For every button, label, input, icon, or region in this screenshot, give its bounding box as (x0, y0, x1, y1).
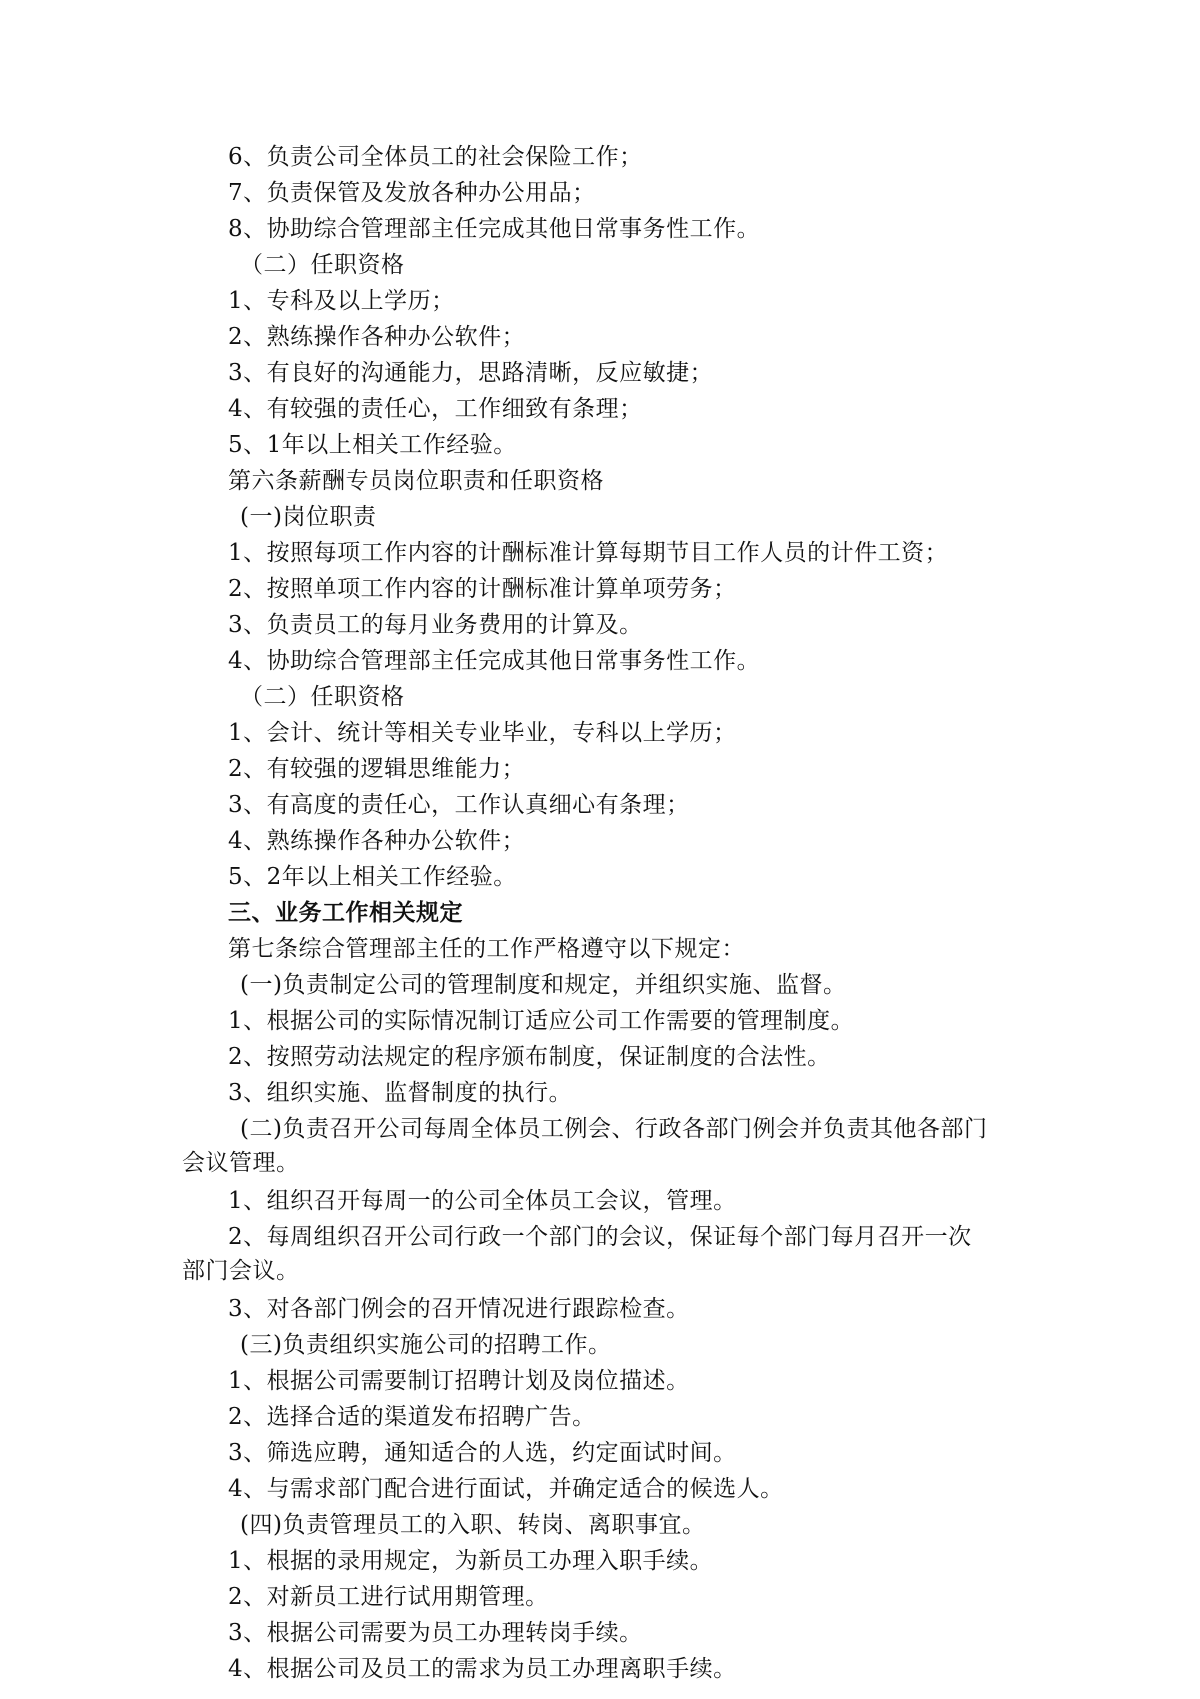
text-line: 3、有高度的责任心，工作认真细心有条理； (228, 792, 690, 818)
text-line: 1、组织召开每周一的公司全体员工会议，管理。 (228, 1188, 737, 1214)
section-heading: (三)负责组织实施公司的招聘工作。 (240, 1332, 612, 1358)
text-line: 4、熟练操作各种办公软件； (228, 828, 526, 854)
text-line: 3、对各部门例会的召开情况进行跟踪检查。 (228, 1296, 690, 1322)
text-line: 3、筛选应聘，通知适合的人选，约定面试时间。 (228, 1440, 737, 1466)
article-heading: 第六条薪酬专员岗位职责和任职资格 (228, 468, 604, 494)
text-line: 3、有良好的沟通能力，思路清晰，反应敏捷； (228, 360, 714, 386)
text-line: 3、根据公司需要为员工办理转岗手续。 (228, 1620, 643, 1646)
section-heading: (四)负责管理员工的入职、转岗、离职事宜。 (240, 1512, 706, 1538)
section-heading: (一)负责制定公司的管理制度和规定，并组织实施、监督。 (240, 972, 847, 998)
text-line: 3、负责员工的每月业务费用的计算及。 (228, 612, 643, 638)
text-line: 1、会计、统计等相关专业毕业，专科以上学历； (228, 720, 737, 746)
text-line: 5、2年以上相关工作经验。 (228, 864, 517, 890)
text-line: 2、对新员工进行试用期管理。 (228, 1584, 549, 1610)
text-line: 4、有较强的责任心，工作细致有条理； (228, 396, 643, 422)
article-heading: 第七条综合管理部主任的工作严格遵守以下规定： (228, 936, 745, 962)
text-line: 2、熟练操作各种办公软件； (228, 324, 526, 350)
text-line: 5、1年以上相关工作经验。 (228, 432, 517, 458)
text-line: 1、根据的录用规定，为新员工办理入职手续。 (228, 1548, 714, 1574)
text-line: 1、专科及以上学历； (228, 288, 455, 314)
text-line: 2、有较强的逻辑思维能力； (228, 756, 526, 782)
text-line: 1、根据公司需要制订招聘计划及岗位描述。 (228, 1368, 690, 1394)
section-heading: （二）任职资格 (240, 252, 405, 278)
text-line: 1、根据公司的实际情况制订适应公司工作需要的管理制度。 (228, 1008, 855, 1034)
text-line: 2、按照劳动法规定的程序颁布制度，保证制度的合法性。 (228, 1044, 831, 1070)
text-line: 2、每周组织召开公司行政一个部门的会议，保证每个部门每月召开一次 (228, 1224, 972, 1250)
text-line: 6、负责公司全体员工的社会保险工作； (228, 144, 643, 170)
text-line: 2、按照单项工作内容的计酬标准计算单项劳务； (228, 576, 737, 602)
text-line: 4、与需求部门配合进行面试，并确定适合的候选人。 (228, 1476, 784, 1502)
text-line: 部门会议。 (182, 1258, 300, 1284)
text-line: 4、根据公司及员工的需求为员工办理离职手续。 (228, 1656, 737, 1682)
section-heading: (一)岗位职责 (240, 504, 377, 530)
section-heading: （二）任职资格 (240, 684, 405, 710)
text-line: 4、协助综合管理部主任完成其他日常事务性工作。 (228, 648, 761, 674)
text-line: 2、选择合适的渠道发布招聘广告。 (228, 1404, 596, 1430)
text-line: 会议管理。 (182, 1150, 300, 1176)
text-line: 3、组织实施、监督制度的执行。 (228, 1080, 573, 1106)
chapter-heading: 三、业务工作相关规定 (228, 900, 463, 926)
text-line: 1、按照每项工作内容的计酬标准计算每期节目工作人员的计件工资； (228, 540, 949, 566)
text-line: 8、协助综合管理部主任完成其他日常事务性工作。 (228, 216, 761, 242)
section-heading: (二)负责召开公司每周全体员工例会、行政各部门例会并负责其他各部门 (240, 1116, 988, 1142)
text-line: 7、负责保管及发放各种办公用品； (228, 180, 596, 206)
